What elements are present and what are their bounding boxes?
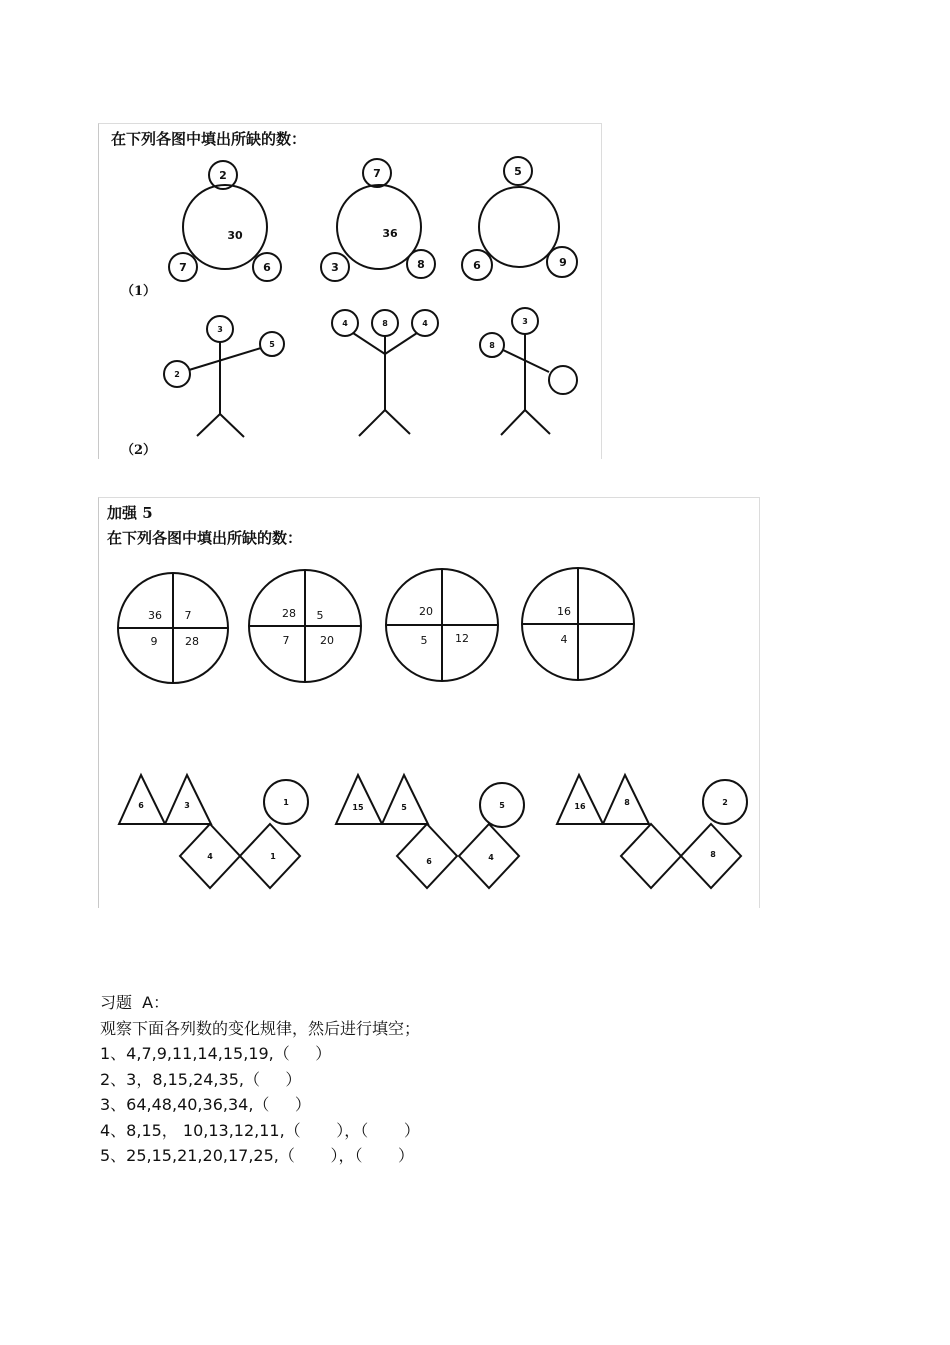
- exercise-title: 习题 A：: [100, 993, 170, 1012]
- circle3-left: 6: [473, 259, 481, 272]
- figure1-right-hand: 5: [269, 340, 275, 349]
- puzzle-scan-2: [98, 497, 760, 908]
- exercise-item: 4、8,15， 10,13,12,11,（ ），（ ）: [100, 1120, 420, 1140]
- exercise-item: 1、4,7,9,11,14,15,19,（ ）: [100, 1044, 332, 1063]
- triangle: [557, 775, 603, 824]
- exercise-item: 3、64,48,40,36,34,（ ）: [100, 1095, 311, 1114]
- circle2-left: 3: [331, 261, 339, 274]
- circle1-right: 6: [263, 261, 271, 274]
- exercise-section: [100, 990, 420, 1169]
- quad1-tr: 7: [184, 609, 192, 622]
- exercise-instruction: 观察下面各列数的变化规律，然后进行填空；: [100, 1018, 421, 1038]
- group1-dia1: 4: [207, 852, 213, 861]
- quad2-tl: 28: [282, 607, 296, 620]
- quad3-br: 12: [455, 632, 469, 645]
- group1-dia2: 1: [270, 852, 276, 861]
- figure2-head: 8: [382, 319, 388, 328]
- exercise-item: 5、25,15,21,20,17,25,（ ），（ ）: [100, 1146, 415, 1165]
- diamond: [621, 824, 681, 888]
- big-circle: [479, 187, 559, 267]
- circle3-right: 9: [559, 256, 567, 269]
- triangle: [336, 775, 382, 824]
- group1-tri2: 3: [184, 801, 190, 810]
- figure3-left-hand: 8: [489, 341, 495, 350]
- group3-tri2: 8: [624, 798, 630, 807]
- figure1-head: 3: [217, 325, 223, 334]
- figure3-head: 3: [522, 317, 528, 326]
- scan1-drawing: [99, 124, 603, 460]
- circle1-center: 30: [227, 229, 243, 242]
- figure2-left: 4: [342, 319, 348, 328]
- circle3-top: 5: [514, 165, 522, 178]
- triangle: [382, 775, 428, 824]
- circle2-top: 7: [373, 167, 381, 180]
- group1-circle: 1: [283, 798, 289, 807]
- quad3-tl: 20: [419, 605, 433, 618]
- diamond: [397, 824, 457, 888]
- scan2-heading: 加强 5: [107, 504, 153, 522]
- puzzle-scan-1: [98, 123, 602, 459]
- quad2-bl: 7: [282, 634, 290, 647]
- quad2-tr: 5: [316, 609, 324, 622]
- circle1-top: 2: [219, 169, 227, 182]
- group3-dia2: 8: [710, 850, 716, 859]
- circle2-right: 8: [417, 258, 425, 271]
- scan2-title: 在下列各图中填出所缺的数：: [107, 529, 303, 547]
- circle1-left: 7: [179, 261, 187, 274]
- quad1-bl: 9: [150, 635, 158, 648]
- group2-tri2: 5: [401, 803, 407, 812]
- exercise-item: 2、3，8,15,24,35,（ ）: [100, 1069, 302, 1089]
- figure-hand: [549, 366, 577, 394]
- group2-tri1: 15: [352, 803, 364, 812]
- group2-dia1: 6: [426, 857, 432, 866]
- quad2-br: 20: [320, 634, 334, 647]
- group3-circle: 2: [722, 798, 728, 807]
- triangle: [119, 775, 165, 824]
- figure2-right: 4: [422, 319, 428, 328]
- group2-circle: 5: [499, 801, 505, 810]
- scan1-label-2: （2）: [121, 443, 157, 458]
- scan1-title: 在下列各图中填出所缺的数：: [111, 130, 307, 148]
- quad1-br: 28: [185, 635, 199, 648]
- quad4-bl: 4: [560, 633, 568, 646]
- big-circle: [183, 185, 267, 269]
- figure1-left-hand: 2: [174, 370, 180, 379]
- scan1-label-1: （1）: [121, 284, 157, 299]
- scan2-drawing: [99, 498, 761, 909]
- group3-tri1: 16: [574, 802, 586, 811]
- circle2-center: 36: [382, 227, 398, 240]
- quad4-tl: 16: [557, 605, 571, 618]
- quad3-bl: 5: [420, 634, 428, 647]
- triangle: [165, 775, 211, 824]
- quad1-tl: 36: [148, 609, 162, 622]
- group2-dia2: 4: [488, 853, 494, 862]
- group1-tri1: 6: [138, 801, 144, 810]
